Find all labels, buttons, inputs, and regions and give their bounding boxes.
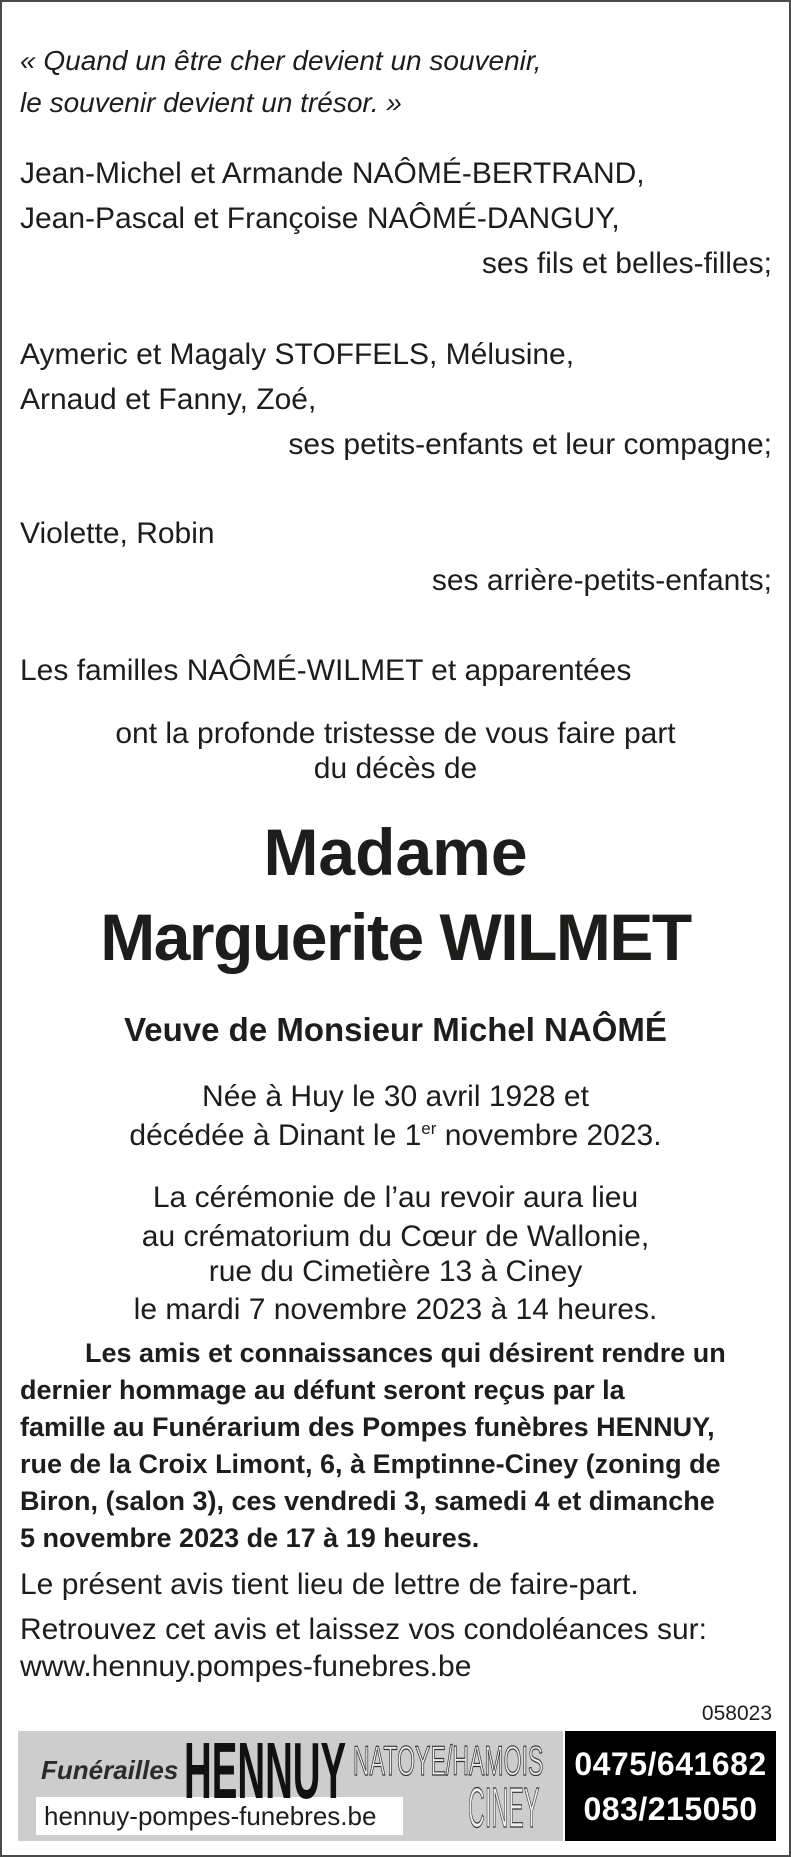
reference-number: 058023 (701, 1702, 772, 1725)
notice-line: Le présent avis tient lieu de lettre de faire-part. (20, 1568, 639, 1601)
visitation-paragraph (20, 1335, 772, 1557)
group-2-name-1: Aymeric et Magaly STOFFELS, Mélusine, (20, 338, 575, 371)
group-1-name-1: Jean-Michel et Armande NAÔMÉ-BERTRAND, (20, 157, 645, 190)
online-text: Retrouvez cet avis et laissez vos condoléances sur: (20, 1613, 707, 1646)
quote-line-1: « Quand un être cher devient un souvenir, (20, 45, 542, 76)
banner-tagline: Funérailles (41, 1755, 179, 1785)
ceremony-line-3: rue du Cimetière 13 à Ciney (208, 1255, 583, 1288)
death-line-end: novembre 2023. (436, 1119, 662, 1152)
phone-2: 083/215050 (583, 1791, 758, 1827)
phone-1: 0475/641682 (574, 1746, 767, 1782)
visitation-line-3: famille au Funérarium des Pompes funèbres HENNUY, (20, 1412, 715, 1442)
location-2: CINEY (468, 1776, 540, 1840)
group-2-name-2: Arnaud et Fanny, Zoé, (20, 383, 317, 416)
visitation-line-1: Les amis et connaissances qui désirent rendre un (85, 1338, 726, 1368)
birth-line: Née à Huy le 30 avril 1928 et (202, 1080, 589, 1113)
visitation-line-4: rue de la Croix Limont, 6, à Emptinne-Ciney (zoning de (20, 1449, 721, 1479)
ceremony-line-4: le mardi 7 novembre 2023 à 14 heures. (133, 1293, 658, 1326)
funeral-home-banner (18, 1726, 776, 1841)
group-2-relation: ses petits-enfants et leur compagne; (288, 428, 772, 461)
deceased-title: Madame (263, 815, 528, 889)
announcement-line-1: ont la profonde tristesse de vous faire part (115, 717, 676, 750)
ceremony-line-2: au crématorium du Cœur de Wallonie, (141, 1220, 650, 1253)
deceased-name: Marguerite WILMET (100, 900, 691, 974)
online-url: www.hennuy.pompes-funebres.be (20, 1650, 472, 1683)
ceremony-line-1: La cérémonie de l’au revoir aura lieu (152, 1181, 639, 1214)
website-text: hennuy-pompes-funebres.be (44, 1801, 377, 1831)
death-line (2, 1118, 789, 1154)
death-line-start: décédée à Dinant le 1 (129, 1119, 422, 1152)
group-3-relation: ses arrière-petits-enfants; (431, 564, 772, 597)
group-1-relation: ses fils et belles-filles; (481, 247, 772, 280)
quote-line-2: le souvenir devient un trésor. » (20, 87, 402, 118)
announcement-line-2: du décès de (313, 752, 478, 785)
visitation-line-5: Biron, (salon 3), ces vendredi 3, samedi 4 et dimanche (20, 1486, 715, 1516)
visitation-line-2: dernier hommage au défunt seront reçus par la (20, 1375, 625, 1405)
visitation-line-6: 5 novembre 2023 de 17 à 19 heures. (20, 1523, 480, 1553)
funeral-home-logo: HENNUY (184, 1726, 347, 1815)
group-1-name-2: Jean-Pascal et Françoise NAÔMÉ-DANGUY, (20, 202, 620, 235)
ordinal-suffix: er (421, 1119, 437, 1138)
widow-of-line: Veuve de Monsieur Michel NAÔMÉ (124, 1011, 667, 1048)
location-1: NATOYE/HAMOIS (353, 1737, 544, 1784)
group-3-name-1: Violette, Robin (20, 517, 215, 550)
families-line: Les familles NAÔMÉ-WILMET et apparentées (20, 654, 632, 687)
phone-box (565, 1731, 776, 1841)
